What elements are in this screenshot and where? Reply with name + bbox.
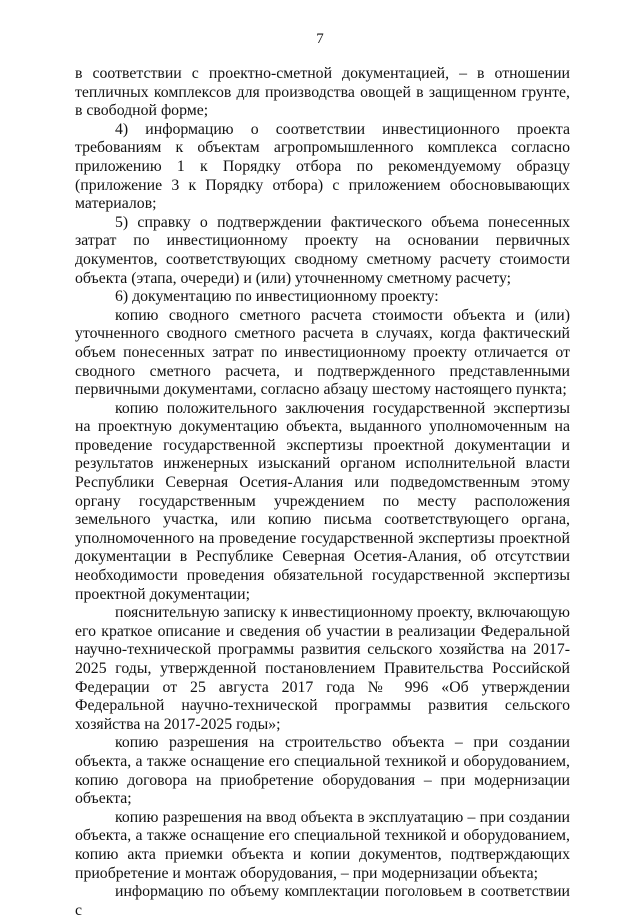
paragraph-expertise-copy: копию положительного заключения государственной экспертизы на проектную документацию объекта, выданного уполномоченным на проведение государственной экспертизы проектной документации и результатов инженерных изысканий органом исполнительной власти Республики Северная Осетия-Алания или подведомственным этому органу государственным учреждением по месту расположения земельного участка, или копию письма соответствующего органа, уполномоченного на проведение государственной экспертизы проектной документации в Республике Северная Осетия-Алания, об отсутствии необходимости проведения обязательной государственной экспертизы проектной документации; [75,399,570,603]
paragraph-livestock-info: информацию по объему комплектации поголовьем в соответствии с [75,883,570,919]
paragraph-item-6: 6) документацию по инвестиционному проекту: [115,288,439,306]
paragraph-commissioning-permit: копию разрешения на ввод объекта в эксплуатацию – при создании объекта, а также оснащение его специальной техникой и оборудованием, копию акта приемки объекта и копии документов, подтверждающих приобретение и монтаж оборудования, – при модернизации объекта; [75,808,570,882]
paragraph-estimate-copy: копию сводного сметного расчета стоимости объекта и (или) уточненного сводного сметного расчета в случаях, когда фактический объем понесенных затрат по инвестиционному проекту отличается от сводного сметного расчета, и подтвержденного представленными первичными документами, согласно абзацу шестому настоящего пункта; [75,306,570,399]
paragraph-construction-permit: копию разрешения на строительство объекта – при создании объекта, а также оснащение его специальной техникой и оборудованием, копию договора на приобретение оборудования – при модернизации объекта; [75,734,570,808]
paragraph-item-5: 5) справку о подтверждении фактического объема понесенных затрат по инвестиционному проекту на основании первичных документов, соответствующих сводному сметному расчету стоимости объекта (этапа, очереди) и (или) уточненному сметному расчету; [75,213,570,287]
page-number: 7 [316,31,324,47]
paragraph-continuation: в соответствии с проектно-сметной документацией, – в отношении тепличных комплексов для производства овощей в защищенном грунте, в свободной форме; [75,65,570,120]
document-body [75,65,570,920]
paragraph-item-4: 4) информацию о соответствии инвестиционного проекта требованиям к объектам агропромышленного комплекса согласно приложению 1 к Порядку отбора по рекомендуемому образцу (приложение 3 к Порядку отбора) с приложением обосновывающих материалов; [75,120,570,213]
paragraph-explanatory-note: пояснительную записку к инвестиционному проекту, включающую его краткое описание и сведения об участии в реализации Федеральной научно-технической программы развития сельского хозяйства на 2017-2025 годы, утвержденной постановлением Правительства Российской Федерации от 25 августа 2017 года № 996 «Об утверждении Федеральной научно-технической программы развития сельского хозяйства на 2017-2025 годы»; [75,604,570,733]
